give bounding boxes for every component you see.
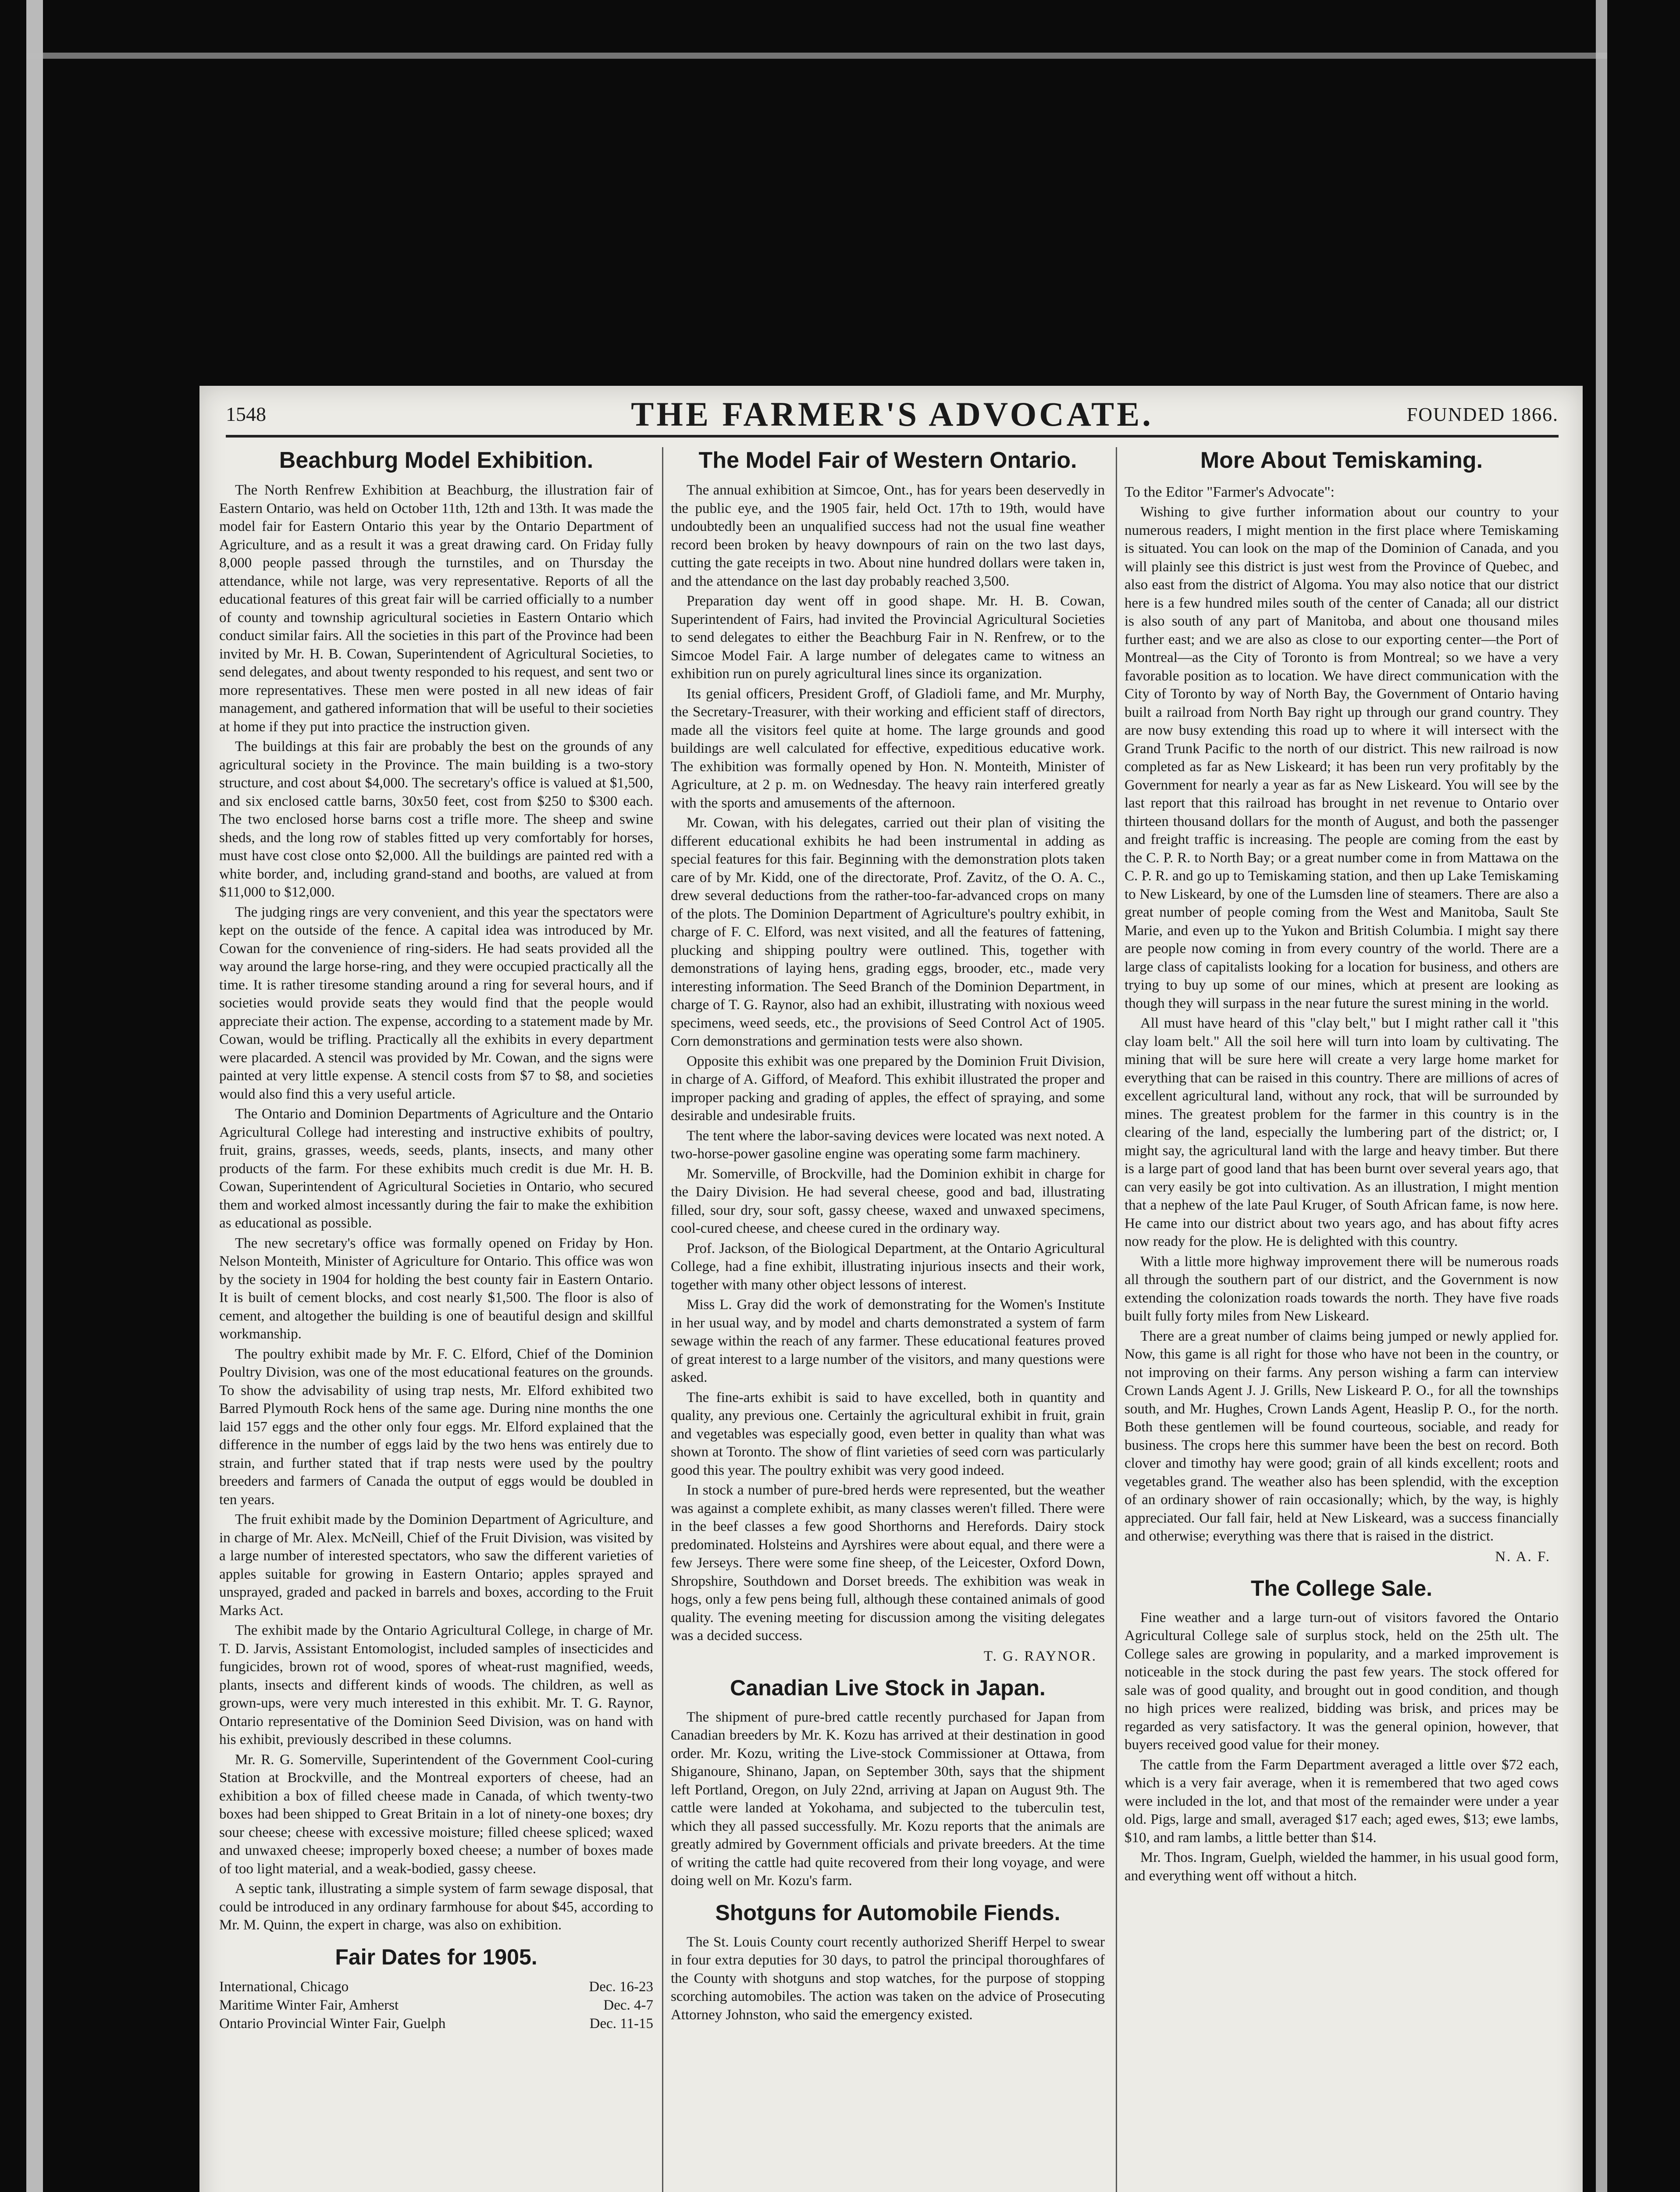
fair-dates: Dec. 11-15 — [589, 2015, 653, 2032]
article-paragraph: Mr. Somerville, of Brockville, had the Dominion exhibit in charge for the Dairy Division. He had several cheese, good and bad, illustrating filled, sour dry, sour soft, gassy cheese, waxed and unwaxed specimens, cool-cured cheese, and cheese cured in the ordinary way. — [671, 1166, 1105, 1236]
header-rule — [226, 435, 1559, 438]
article-paragraph: The poultry exhibit made by Mr. F. C. Elford, Chief of the Dominion Poultry Division, was one of the most educational features on the grounds. To show the advisability of using trap nests, Mr. Elford exhibited two Barred Plymouth Rock hens of the same age. During nine months the one laid 157 eggs and the other only four eggs. Mr. Elford explained that the difference in the number of eggs laid by the two hens was entirely due to strain, and further stated that if trap nests were used by the poultry breeders and farmers of Canada the output of eggs would be doubled in ten years. — [219, 1346, 653, 1508]
article-paragraph: The annual exhibition at Simcoe, Ont., has for years been deservedly in the public eye, and the 1905 fair, held Oct. 17th to 19th, would have undoubtedly been an unqualified success had not the usual fine weather record been broken by heavy downpours of rain on the two last days, cutting the gate receipts in two. About nine hundred dollars were taken in, and the attendance on the last day probably reached 3,500. — [671, 482, 1105, 589]
page-header — [226, 395, 1559, 434]
fair-name: Ontario Provincial Winter Fair, Guelph — [219, 2015, 446, 2032]
article-paragraph: In stock a number of pure-bred herds were represented, but the weather was against a complete exhibit, as many classes weren't filled. There were in the beef classes a few good Shorthorns and Herefords. Dairy stock predominated. Holsteins and Ayrshires were about equal, and there were a few Jerseys. There were some fine sheep, of the Leicester, Oxford Down, Shropshire, Southdown and Dorset breeds. The exhibition was weak in hogs, only a few pens being full, although these contained animals of good quality. The evening meeting for discussion among the visiting delegates was a decided success. — [671, 1482, 1105, 1644]
article-paragraph: Preparation day went off in good shape. Mr. H. B. Cowan, Superintendent of Fairs, had invited the Provincial Agricultural Societies to send delegates to either the Beachburg Fair in N. Renfrew, or to the Simcoe Model Fair. A large number of delegates came to witness an exhibition run on purely agricultural lines since its organization. — [671, 593, 1105, 682]
article-signature: T. G. RAYNOR. — [983, 1648, 1097, 1664]
scan-top-edge — [26, 53, 1607, 59]
article-paragraph: Miss L. Gray did the work of demonstrating for the Women's Institute in her usual way, and by model and charts demonstrated a system of farm sewage within the reach of any farmer. These educational features proved of great interest to a large number of the visitors, and many questions were asked. — [671, 1297, 1105, 1385]
column-divider-1 — [662, 447, 663, 2192]
article-paragraph: Prof. Jackson, of the Biological Department, at the Ontario Agricultural College, had a fine exhibit, illustrating injurious insects and their work, together with many other object lessons of interest. — [671, 1240, 1105, 1293]
article-paragraph: The Ontario and Dominion Departments of Agriculture and the Ontario Agricultural College had interesting and instructive exhibits of poultry, fruit, grains, grasses, weeds, seeds, plants, insects, and many other products of the farm. For these exhibits much credit is due Mr. H. B. Cowan, Superintendent of Agricultural Societies in Ontario, who secured them and worked almost incessantly during the fair to make the exhibition as educational as possible. — [219, 1106, 653, 1231]
article-paragraph: Fine weather and a large turn-out of visitors favored the Ontario Agricultural College sale of surplus stock, held on the 25th ult. The College sales are growing in popularity, and a marked improvement is noticeable in the stock during the past few years. The stock offered for sale was of good quality, and brought out in good condition, and though no high prices were realized, bidding was brisk, and prices may be regarded as very satisfactory. It was the general opinion, however, that buyers received good value for their money. — [1125, 1609, 1559, 1753]
article-paragraph: The North Renfrew Exhibition at Beachburg, the illustration fair of Eastern Ontario, was held on October 11th, 12th and 13th. It was made the model fair for Eastern Ontario this year by the Ontario Department of Agriculture, and as a result it was a great drawing card. On Friday fully 8,000 people passed through the turnstiles, and on Thursday the attendance, while not large, was very representative. Reports of all the educational features of this great fair will be carried officially to a number of county and township agricultural societies in Eastern Ontario which conduct similar fairs. All the societies in this part of the Province had been invited by Mr. H. B. Cowan, Superintendent of Agricultural Societies, to send delegates, and about twenty responded to his request, and sent two or more representatives. These men were posted in all new ideas of fair management, and gathered information that will be useful to their societies at home if they put into practice the instruction given. — [219, 482, 653, 735]
article-paragraph: A septic tank, illustrating a simple system of farm sewage disposal, that could be introduced in any ordinary farmhouse for about $45, according to Mr. M. Quinn, the expert in charge, was also on exhibition. — [219, 1881, 653, 1933]
article-title: More About Temiskaming. — [1200, 448, 1483, 473]
article-paragraph: The exhibit made by the Ontario Agricultural College, in charge of Mr. T. D. Jarvis, Assistant Entomologist, included samples of insecticides and fungicides, brown rot of wood, spores of wheat-rust magnified, weeds, plants, insects and different kinds of woods. The children, as well as grown-ups, were very much interested in this exhibit. Mr. T. G. Raynor, Ontario representative of the Dominion Seed Division, was on hand with his exhibit, previously described in these columns. — [219, 1623, 653, 1747]
fair-dates-list — [219, 1978, 653, 2033]
page-number: 1548 — [226, 403, 266, 425]
article-title: Fair Dates for 1905. — [335, 1944, 537, 1969]
letter-salutation: To the Editor "Farmer's Advocate": — [1125, 484, 1335, 500]
newspaper-page — [199, 386, 1583, 2192]
fair-date-row — [219, 2014, 653, 2033]
column-divider-2 — [1116, 447, 1117, 2192]
article-paragraph: The shipment of pure-bred cattle recently purchased for Japan from Canadian breeders by Mr. K. Kozu has arrived at their destination in good order. Mr. Kozu, writing the Live-stock Commissioner at Ottawa, from Shiganoure, Shinano, Japan, on September 30th, says that the shipment left Portland, Oregon, on July 22nd, arriving at Japan on August 9th. The cattle were landed at Yokohama, and subjected to the tuberculin test, which they all passed successfully. Mr. Kozu reports that the animals are greatly admired by Government officials and private breeders. At the time of writing the cattle had quite recovered from their long voyage, and were doing well on Mr. Kozu's farm. — [671, 1709, 1105, 1889]
article-paragraph: Opposite this exhibit was one prepared by the Dominion Fruit Division, in charge of A. Gifford, of Meaford. This exhibit illustrated the proper and improper packing and grading of apples, the effect of spraying, and some desirable and undesirable fruits. — [671, 1053, 1105, 1124]
masthead: THE FARMER'S ADVOCATE. — [631, 395, 1153, 433]
article-paragraph: Mr. Cowan, with his delegates, carried out their plan of visiting the different educational exhibits he had been instrumental in adding as special features for this fair. Beginning with the demonstration plots taken care of by Mr. Kidd, one of the directorate, Prof. Zavitz, of the O. A. C., drew several deductions from the rather-too-far-advanced crops on many of the plots. The Dominion Department of Agriculture's poultry exhibit, in charge of F. C. Elford, was next visited, and all the features of fattening, plucking and shipping poultry were outlined. This, together with demonstrations of laying hens, grading eggs, brooder, etc., made very interesting information. The Seed Branch of the Dominion Department, in charge of T. G. Raynor, also had an exhibit, illustrating with noxious weed specimens, weed seeds, etc., the provisions of Seed Control Act of 1905. Corn demonstrations and germination tests were also shown. — [671, 815, 1105, 1049]
fair-dates: Dec. 4-7 — [603, 1997, 653, 2013]
column-1 — [219, 447, 653, 2033]
founded-label: FOUNDED 1866. — [1406, 404, 1559, 425]
article-paragraph: With a little more highway improvement there will be numerous roads all through the southern part of our district, and the Government is now extending the colonization roads towards the north. They have five roads built fully forty miles from New Liskeard. — [1125, 1253, 1559, 1324]
article-title: Shotguns for Automobile Fiends. — [715, 1900, 1061, 1925]
fair-dates: Dec. 16-23 — [589, 1978, 653, 1995]
fair-date-row — [219, 1978, 653, 1996]
article-paragraph: The fruit exhibit made by the Dominion Department of Agriculture, and in charge of Mr. Alex. McNeill, Chief of the Fruit Division, was visited by a large number of interested spectators, who saw the different varieties of apples suitable for growing in Eastern Ontario; apples sprayed and unsprayed, graded and packed in barrels and boxes, according to the Fruit Marks Act. — [219, 1512, 653, 1619]
article-paragraph: The St. Louis County court recently authorized Sheriff Herpel to swear in four extra deputies for 30 days, to patrol the principal thoroughfares of the County with shotguns and stop watches, for the purpose of stopping scorching automobiles. The action was taken on the advice of Prosecuting Attorney Johnston, who said the emergency existed. — [671, 1934, 1105, 2023]
column-2 — [671, 447, 1105, 2026]
article-paragraph: The new secretary's office was formally opened on Friday by Hon. Nelson Monteith, Minister of Agriculture for Ontario. This office was won by the society in 1904 for holding the best county fair in Eastern Ontario. It is built of cement blocks, and cost nearly $1,500. The floor is also of cement, and altogether the building is one of beautiful design and skillful workmanship. — [219, 1235, 653, 1342]
scan-left-edge — [26, 0, 43, 2192]
article-paragraph: Its genial officers, President Groff, of Gladioli fame, and Mr. Murphy, the Secretary-Treasurer, with their working and efficient staff of directors, made all the visitors feel quite at home. The large grounds and good buildings are well calculated for effective, expeditious educative work. The exhibition was formally opened by Hon. N. Monteith, Minister of Agriculture, at 2 p. m. on Wednesday. The heavy rain interfered greatly with the sports and amusements of the afternoon. — [671, 686, 1105, 811]
scan-right-edge — [1596, 0, 1607, 2192]
article-paragraph: The buildings at this fair are probably the best on the grounds of any agricultural society in the Province. The main building is a two-story structure, and cost about $4,000. The secretary's office is valued at $1,500, and six enclosed cattle barns, 30x50 feet, cost from $250 to $300 each. The two enclosed horse barns cost a trifle more. The sheep and swine sheds, and the long row of stables fitted up very comfortably for horses, must have cost close onto $2,000. All the buildings are painted red with a white border, and, including grand-stand and booths, are valued at from $11,000 to $12,000. — [219, 739, 653, 900]
article-title: Canadian Live Stock in Japan. — [730, 1675, 1046, 1700]
article-paragraph: Mr. R. G. Somerville, Superintendent of the Government Cool-curing Station at Brockville, and the Montreal exporters of cheese, had an exhibition a box of filled cheese made in Canada, of which twenty-two boxes had been shipped to Great Britain in a lot of ninety-one boxes; dry sour cheese; cheese with excessive moisture; filled cheese spliced; waxed and unwaxed cheese; improperly boxed cheese; a number of boxes made of too light material, and a weak-bodied, gassy cheese. — [219, 1751, 653, 1877]
article-title: Beachburg Model Exhibition. — [279, 448, 594, 473]
article-title: The Model Fair of Western Ontario. — [698, 448, 1077, 473]
article-paragraph: The cattle from the Farm Department averaged a little over $72 each, which is a very fair average, when it is remembered that two aged cows were included in the lot, and that most of the remainder were under a year old. Pigs, large and small, averaged $17 each; aged ewes, $13; ewe lambs, $10, and ram lambs, a little better than $14. — [1125, 1757, 1559, 1846]
fair-date-row — [219, 1996, 653, 2014]
column-3 — [1125, 447, 1559, 1887]
article-paragraph: All must have heard of this "clay belt," but I might rather call it "this clay loam belt." All the soil here will turn into loam by cultivating. The mining that will be sure here will create a very large home market for everything that can be raised in this country. There are millions of acres of excellent agricultural land, without any rock, that will be surrounded by mines. The greatest problem for the farmer in this country is in the clearing of the land, especially the lumbering part of the district; or, I might say, the agricultural land with the large and heavy timber. But there is a large part of good land that has been burnt over several years ago, that can very easily be got into cultivation. As an illustration, I might mention that a nephew of the late Paul Kruger, of South African fame, is now here. He came into our district about two years ago, and has about fifty acres now ready for the plow. He is delighted with this country. — [1125, 1015, 1559, 1249]
article-paragraph: There are a great number of claims being jumped or newly applied for. Now, this game is all right for those who have not been in the country, or not improving on their farms. Any person wishing a farm can interview Crown Lands Agent J. J. Grills, New Liskeard P. O., for all the townships south, and Mr. Hughes, Crown Lands Agent, Heaslip P. O., for the north. Both these gentlemen will be found courteous, sociable, and ready for business. The crops here this summer have been the best on record. Both clover and timothy hay were good; grain of all kinds excellent; roots and vegetables grand. The weather also has been splendid, with the exception of an ordinary shower of rain occasionally; which, by the way, is highly appreciated. Our fall fair, held at New Liskeard, was a success financially and otherwise; everything was there that is raised in the district. — [1125, 1328, 1559, 1544]
article-paragraph: Wishing to give further information about our country to your numerous readers, I might mention in the first place where Temiskaming is situated. You can look on the map of the Dominion of Canada, and you will plainly see this district is just west from the Province of Quebec, and also east from the district of Algoma. You may also notice that our district here is a few hundred miles south of the center of Canada; all our district is also south of any part of Manitoba, and about one thousand miles further east; and we are also as close to our exporting center—the Port of Montreal—as the City of Toronto is from Montreal; so we have a very favorable position as to location. We have direct communication with the City of Toronto by way of North Bay, the Government of Ontario having built a railroad from North Bay right up through our grand country. They are now busy extending this road up to where it will intersect with the Grand Trunk Pacific to the north of our district. This new railroad is now completed as far as New Liskeard; it has been run very profitably by the Government for nearly a year as far as New Liskeard. You will see by the last report that this railroad has brought in net revenue to Ontario over thirteen thousand dollars for the month of August, and both the passenger and freight traffic is increasing. The people are coming from the east by the C. P. R. to North Bay; or a great number come in from Mattawa on the C. P. R. and go up to Temiskaming station, and then up Lake Temiskaming to New Liskeard, by one of the Lumsden line of steamers. There are also a great number of people coming from the West and Manitoba, Sault Ste Marie, and even up to the Yukon and British Columbia. I might say there are people now coming in from every country of the world. There are a large class of capitalists looking for a location for business, and others are trying to buy up some of our mines, which at present are looking as though they will surpass in the near future the surest mining in the world. — [1125, 504, 1559, 1011]
article-paragraph: The fine-arts exhibit is said to have excelled, both in quantity and quality, any previous one. Certainly the agricultural exhibit in fruit, grain and vegetables was especially good, even better in quality than what was shown at Toronto. The show of flint varieties of seed corn was particularly good this year. The poultry exhibit was very good indeed. — [671, 1389, 1105, 1478]
article-title: The College Sale. — [1250, 1576, 1432, 1601]
article-paragraph: The tent where the labor-saving devices were located was next noted. A two-horse-power gasoline engine was operating some farm machinery. — [671, 1128, 1105, 1162]
article-paragraph: The judging rings are very convenient, and this year the spectators were kept on the outside of the fence. A capital idea was introduced by Mr. Cowan for the convenience of ring-siders. He had seats provided all the way around the large horse-ring, and they were occupied practically all the time. It is rather tiresome standing around a ring for several hours, and if societies would provide seats they would find that the people would appreciate their action. The expense, according to a statement made by Mr. Cowan, would be trifling. Practically all the exhibits in every department were placarded. A stencil was provided by Mr. Cowan, and the signs were painted at very little expense. A stencil costs from $7 to $8, and societies would also find this a very useful article. — [219, 904, 653, 1102]
article-paragraph: Mr. Thos. Ingram, Guelph, wielded the hammer, in his usual good form, and everything went off without a hitch. — [1125, 1850, 1559, 1884]
fair-name: Maritime Winter Fair, Amherst — [219, 1997, 399, 2013]
article-signature: N. A. F. — [1495, 1548, 1551, 1565]
fair-name: International, Chicago — [219, 1978, 349, 1995]
